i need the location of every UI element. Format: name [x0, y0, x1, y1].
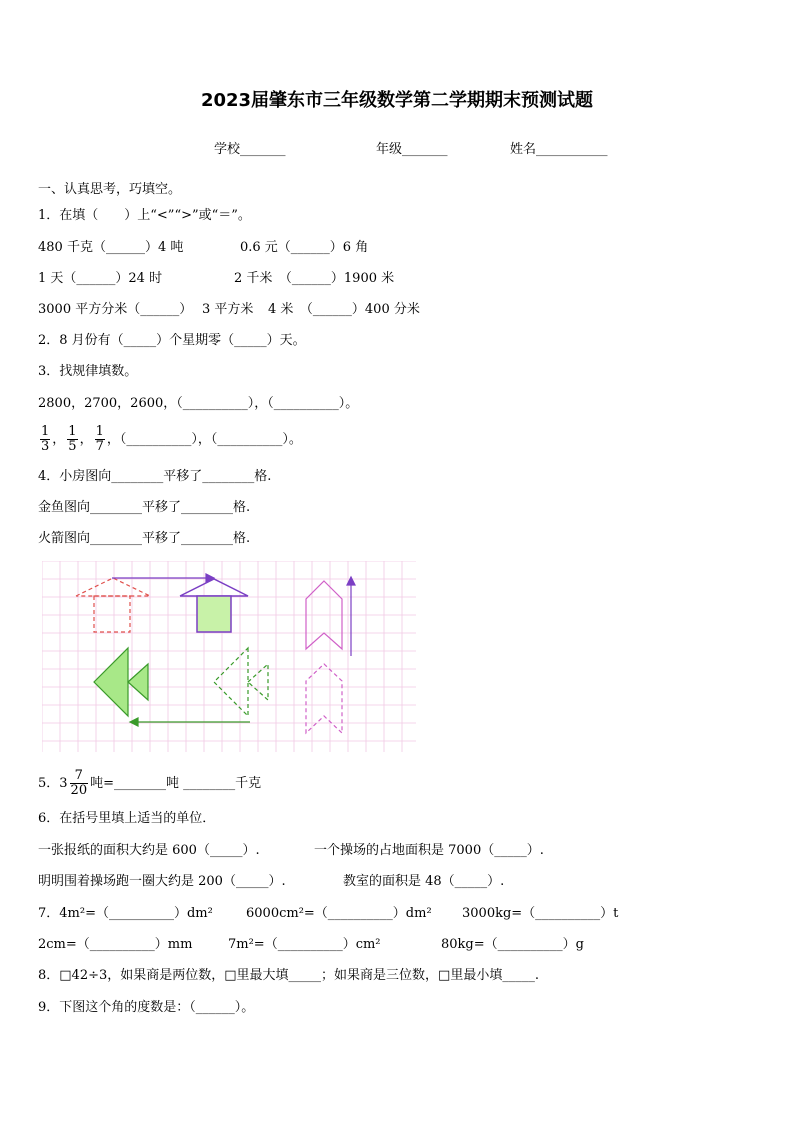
grid-lines	[42, 561, 416, 752]
q1-item-1a: 480 千克（______）4 吨	[38, 240, 184, 255]
fraction-1-3: $\frac{1}{3}$	[41, 424, 50, 454]
fraction-7-20: $\frac{7}{20}$	[70, 768, 88, 798]
question-9: 9．下图这个角的度数是：（______）。	[38, 1000, 255, 1015]
q1-item-3c: 4 米 （______）400 分米	[268, 302, 420, 317]
q6-item-b: 一个操场的占地面积是 7000（_____）.	[314, 843, 544, 858]
fraction-1-5: $\frac{1}{5}$	[68, 424, 77, 454]
q3-fraction-blanks: ，（__________），（__________）。	[106, 432, 302, 447]
translated-house	[180, 579, 248, 632]
q1-item-2b: 2 千米 （______）1900 米	[234, 271, 395, 286]
name-field[interactable]: 姓名___________	[510, 142, 608, 157]
question-4-rocket: 火箭图向________平移了________格.	[38, 531, 251, 546]
question-5	[38, 766, 261, 802]
question-8: 8．□42÷3，如果商是两位数，□里最大填_____；如果商是三位数，□里最小填_____.	[38, 968, 539, 983]
section-heading: 一、认真思考，巧填空。	[38, 182, 182, 197]
question-4-house: 4．小房图向________平移了________格.	[38, 469, 272, 484]
q7-item-f: 80kg=（__________）g	[441, 937, 584, 952]
q1-item-2a: 1 天（______）24 时	[38, 271, 163, 286]
question-2: 2．8 月份有（_____）个星期零（_____）天。	[38, 333, 306, 348]
fish-solid	[94, 648, 148, 716]
q1-item-3b: 3 平方米	[202, 302, 254, 317]
page-title: 2023届肇东市三年级数学第二学期期末预测试题	[200, 90, 594, 111]
q6-item-c: 明明围着操场跑一圈大约是 200（_____）.	[38, 874, 286, 889]
grade-field[interactable]: 年级_______	[376, 142, 448, 157]
separator: ，	[52, 432, 66, 447]
q5-text: 吨=________吨 ________千克	[90, 776, 262, 791]
translation-grid-figure	[42, 561, 416, 752]
q6-item-d: 教室的面积是 48（_____）.	[343, 874, 505, 889]
separator: ，	[79, 432, 93, 447]
q6-item-a: 一张报纸的面积大约是 600（_____）.	[38, 843, 260, 858]
q1-item-1b: 0.6 元（______）6 角	[240, 240, 369, 255]
question-4-fish: 金鱼图向________平移了________格.	[38, 500, 251, 515]
fish-arrow	[130, 718, 250, 726]
question-6-stem: 6．在括号里填上适当的单位．	[38, 811, 216, 826]
q7-item-d: 2cm=（__________）mm	[38, 937, 193, 952]
school-field[interactable]: 学校_______	[214, 142, 286, 157]
q7-item-a: 7．4m²=（__________）dm²	[38, 906, 213, 921]
question-1-stem: 1．在填（ ）上“<”“>”或“＝”。	[38, 208, 251, 223]
q5-whole: 5．3	[38, 776, 68, 791]
q3-integer-sequence: 2800，2700，2600，（__________），（__________）。	[38, 396, 359, 411]
question-3-stem: 3．找规律填数。	[38, 364, 138, 379]
dashed-house	[76, 578, 150, 632]
fraction-1-7: $\frac{1}{7}$	[95, 424, 104, 454]
q7-item-e: 7m²=（__________）cm²	[228, 937, 381, 952]
q3-fraction-sequence	[38, 422, 302, 458]
q1-item-3a: 3000 平方分米（______）	[38, 302, 193, 317]
q7-item-b: 6000cm²=（__________）dm²	[246, 906, 432, 921]
q7-item-c: 3000kg=（__________）t	[462, 906, 619, 921]
house-arrow	[112, 574, 214, 582]
